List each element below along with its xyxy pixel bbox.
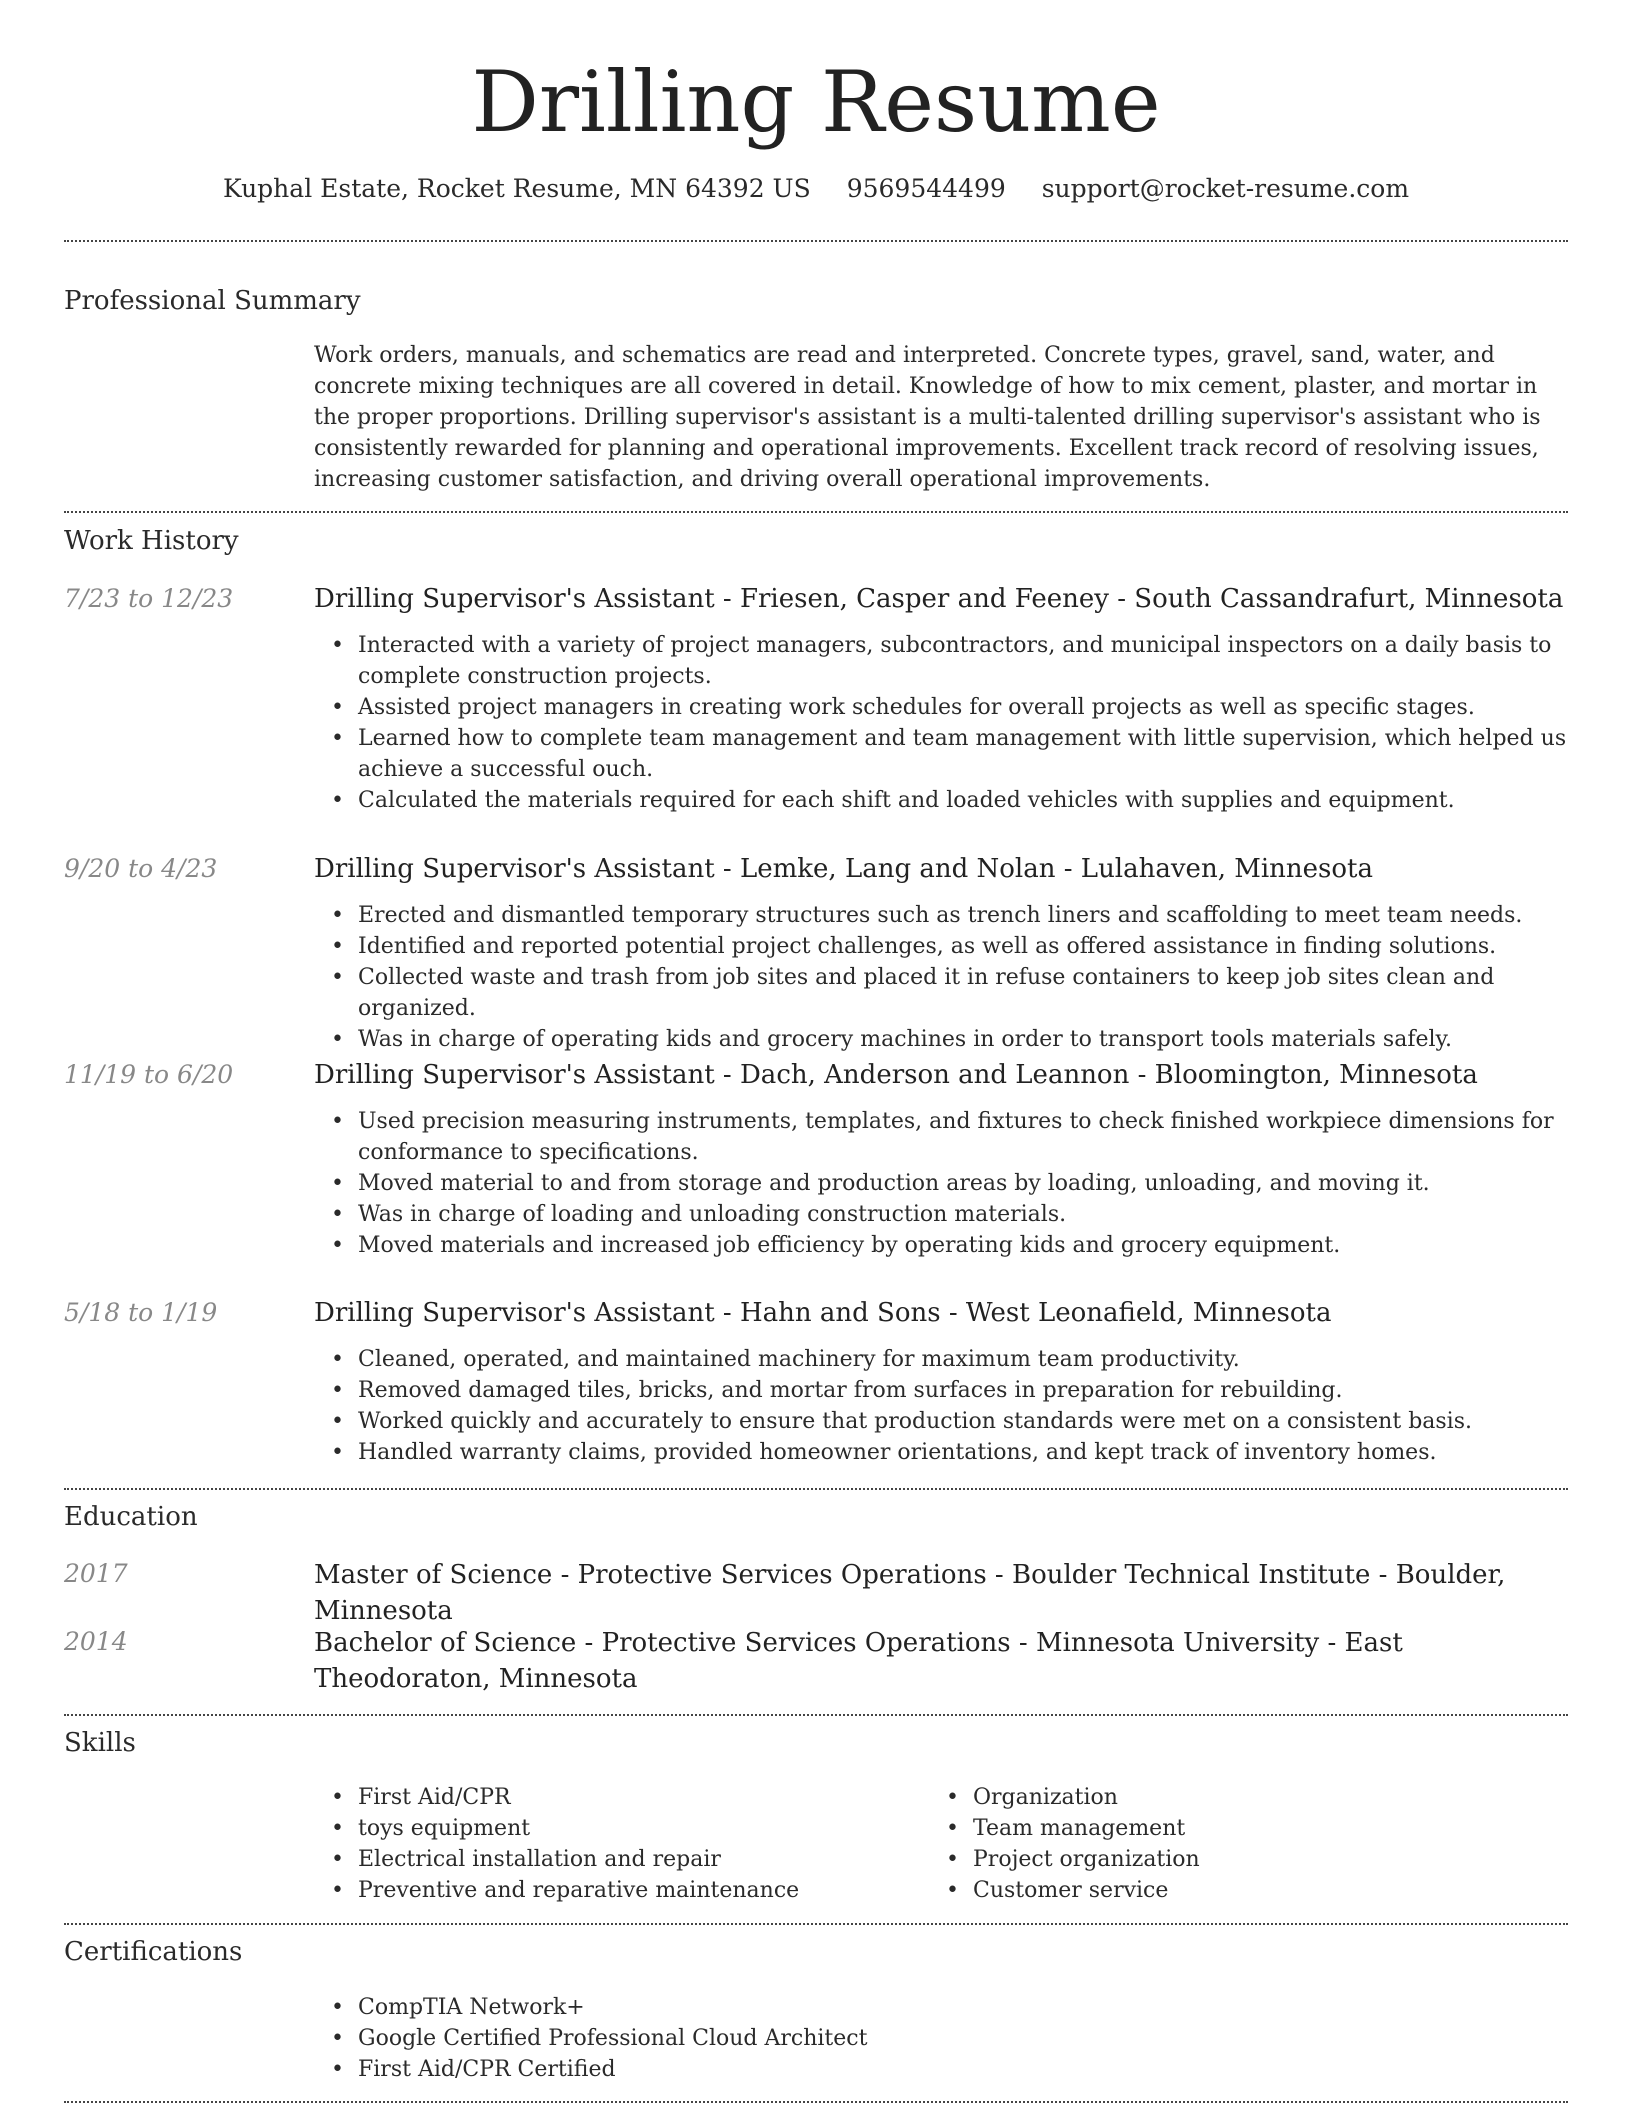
divider — [64, 2101, 1568, 2103]
list-item: • Used precision measuring instruments, templates, and fixtures to check finished workpiece dimensions for conformance to specifications. — [314, 1106, 1568, 1168]
list-item: • Calculated the materials required for each shift and loaded vehicles with supplies and equipment. — [314, 785, 1568, 816]
list-item: • Removed damaged tiles, bricks, and mortar from surfaces in preparation for rebuilding. — [314, 1375, 1568, 1406]
list-item: • Erected and dismantled temporary structures such as trench liners and scaffolding to meet team needs. — [314, 900, 1568, 931]
job-title: Drilling Supervisor's Assistant - Lemke, Lang and Nolan - Lulahaven, Minnesota — [314, 854, 1373, 884]
education-entry — [64, 1557, 1568, 1629]
contact-address: Kuphal Estate, Rocket Resume, MN 64392 US — [222, 174, 811, 203]
job-dates: 9/20 to 4/23 — [64, 854, 218, 883]
job-entry — [64, 1058, 1568, 1261]
list-item: • First Aid/CPR Certified — [314, 2054, 1568, 2085]
education-title: Master of Science - Protective Services Operations - Boulder Technical Institute - Boulder, Minnesota — [314, 1560, 1506, 1626]
certifications-list — [64, 1992, 1568, 2085]
skills-list — [64, 1782, 1568, 1906]
contact-phone: 9569544499 — [846, 174, 1006, 203]
job-title: Drilling Supervisor's Assistant - Hahn and Sons - West Leonafield, Minnesota — [314, 1298, 1332, 1328]
job-entry — [64, 852, 1568, 1055]
resume-title: Drilling Resume — [471, 53, 1161, 151]
divider — [64, 1488, 1568, 1490]
education-entry — [64, 1625, 1568, 1697]
list-item: • Interacted with a variety of project managers, subcontractors, and municipal inspectors on a daily basis to complete construction projects. — [314, 630, 1568, 692]
list-item: • Was in charge of operating kids and grocery machines in order to transport tools materials safely. — [314, 1024, 1568, 1055]
list-item: • Assisted project managers in creating work schedules for overall projects as well as specific stages. — [314, 692, 1568, 723]
list-item: • Handled warranty claims, provided homeowner orientations, and kept track of inventory homes. — [314, 1437, 1568, 1468]
list-item: • Moved material to and from storage and production areas by loading, unloading, and moving it. — [314, 1168, 1568, 1199]
section-heading-work: Work History — [64, 526, 239, 556]
education-year: 2014 — [64, 1627, 128, 1656]
summary-section — [64, 284, 1568, 495]
list-item: • Learned how to complete team management and team management with little supervision, which helped us achieve a successful ouch. — [314, 723, 1568, 785]
list-item: • Worked quickly and accurately to ensure that production standards were met on a consistent basis. — [314, 1406, 1568, 1437]
divider — [64, 511, 1568, 513]
list-item: • Electrical installation and repair — [314, 1844, 929, 1875]
section-heading-skills: Skills — [64, 1728, 136, 1758]
job-dates: 5/18 to 1/19 — [64, 1298, 218, 1327]
list-item: • Customer service — [929, 1875, 1544, 1906]
job-dates: 7/23 to 12/23 — [64, 584, 234, 613]
list-item: • toys equipment — [314, 1813, 929, 1844]
resume-header — [64, 52, 1568, 206]
list-item: • Project organization — [929, 1844, 1544, 1875]
certifications-section — [64, 1935, 1568, 1969]
contact-line — [64, 172, 1568, 206]
education-year: 2017 — [64, 1559, 128, 1588]
divider — [64, 240, 1568, 242]
list-item: • Team management — [929, 1813, 1544, 1844]
job-entry — [64, 1296, 1568, 1468]
job-title: Drilling Supervisor's Assistant - Friesen, Casper and Feeney - South Cassandrafurt, Minnesota — [314, 584, 1564, 614]
job-title: Drilling Supervisor's Assistant - Dach, Anderson and Leannon - Bloomington, Minnesota — [314, 1060, 1478, 1090]
list-item: • Organization — [929, 1782, 1544, 1813]
list-item: • CompTIA Network+ — [314, 1992, 1568, 2023]
section-heading-education: Education — [64, 1502, 198, 1532]
list-item: • First Aid/CPR — [314, 1782, 929, 1813]
list-item: • Cleaned, operated, and maintained machinery for maximum team productivity. — [314, 1344, 1568, 1375]
education-section — [64, 1500, 1568, 1534]
list-item: • Preventive and reparative maintenance — [314, 1875, 929, 1906]
divider — [64, 1714, 1568, 1716]
job-entry — [64, 582, 1568, 816]
section-heading-certifications: Certifications — [64, 1937, 243, 1967]
list-item: • Was in charge of loading and unloading construction materials. — [314, 1199, 1568, 1230]
list-item: • Google Certified Professional Cloud Architect — [314, 2023, 1568, 2054]
contact-email: support@rocket-resume.com — [1041, 174, 1410, 203]
list-item: • Collected waste and trash from job sites and placed it in refuse containers to keep job sites clean and organized. — [314, 962, 1568, 1024]
list-item: • Identified and reported potential project challenges, as well as offered assistance in finding solutions. — [314, 931, 1568, 962]
job-dates: 11/19 to 6/20 — [64, 1060, 234, 1089]
education-title: Bachelor of Science - Protective Services Operations - Minnesota University - East Theodoraton, Minnesota — [314, 1628, 1403, 1694]
skills-section — [64, 1726, 1568, 1760]
summary-text: Work orders, manuals, and schematics are read and interpreted. Concrete types, gravel, sand, water, and concrete mixing techniques are all covered in detail. Knowledge of how to mix cement, plaster, and mortar in the proper proportions. Drilling supervisor's assistant is a multi-talented drilling supervisor's assistant who is consistently rewarded for planning and operational improvements. Excellent track record of resolving issues, increasing customer satisfaction, and driving overall operational improvements. — [314, 343, 1541, 492]
section-heading-summary: Professional Summary — [64, 286, 361, 316]
divider — [64, 1923, 1568, 1925]
list-item: • Moved materials and increased job efficiency by operating kids and grocery equipment. — [314, 1230, 1568, 1261]
work-history-section — [64, 524, 1568, 558]
